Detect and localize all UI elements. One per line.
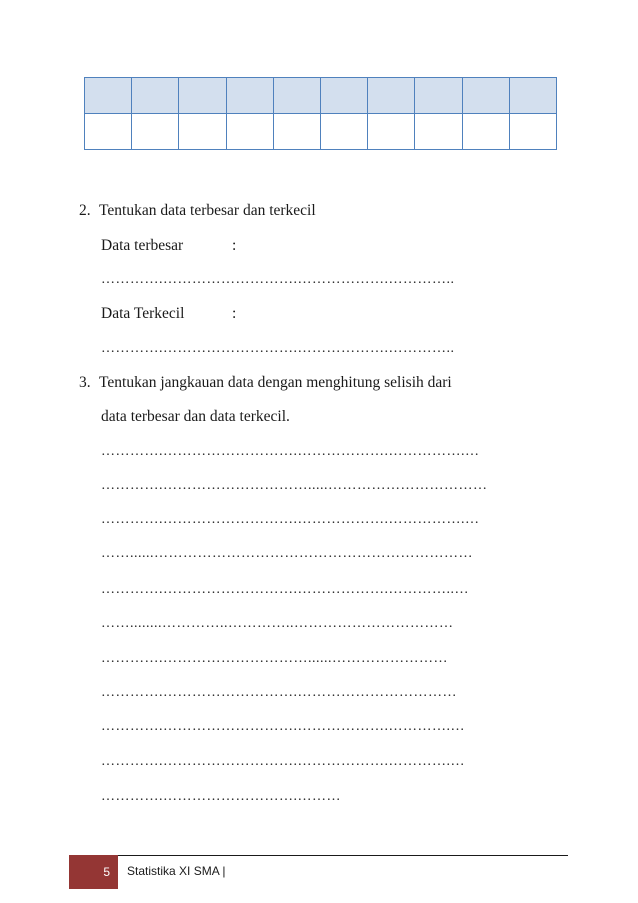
question-number: 2. [79, 202, 91, 219]
question-text: Tentukan jangkauan data dengan menghitung selisih dari [99, 374, 452, 391]
table-cell [85, 114, 132, 150]
answer-line: ………….……………………….……… [101, 789, 341, 804]
answer-line-min: ………….……………………….……………….………….. [101, 341, 455, 356]
answer-line: ………….……………………….……………….…………..… [101, 582, 469, 597]
question-number: 3. [79, 374, 91, 391]
min-row [101, 304, 236, 324]
table-cell [273, 78, 320, 114]
table-cell [320, 114, 367, 150]
table-cell [179, 114, 226, 150]
answer-line: ………….………………………….....…………………………… [101, 478, 488, 493]
colon: : [232, 305, 237, 322]
table-cell [273, 114, 320, 150]
table-row [85, 114, 557, 150]
table-cell [368, 78, 415, 114]
table-cell [132, 78, 179, 114]
footer-divider [69, 855, 568, 856]
data-table [84, 77, 557, 150]
min-label: Data Terkecil [101, 305, 185, 322]
table-cell [368, 114, 415, 150]
table-cell [415, 78, 462, 114]
answer-line: ………….…………………………......…………………… [101, 651, 448, 666]
max-row [101, 236, 236, 256]
answer-line: ………….……………………….……………….…………….… [101, 444, 480, 459]
table-cell [85, 78, 132, 114]
page-number: 5 [103, 865, 110, 879]
answer-line: ………….……………………….……………….………….… [101, 719, 465, 734]
table-cell [226, 114, 273, 150]
table-cell [320, 78, 367, 114]
page-number-badge [69, 855, 118, 889]
answer-line-max: ………….……………………….……………….………….. [101, 272, 455, 287]
footer-title: Statistika XI SMA | [127, 864, 226, 878]
answer-line: ………….……………………….…………………………… [101, 685, 457, 700]
table-cell [462, 114, 509, 150]
question-text: Tentukan data terbesar dan terkecil [99, 202, 316, 219]
answer-line: ………….……………………….……………….………….… [101, 754, 465, 769]
answer-line: ………….……………………….……………….…………….… [101, 512, 480, 527]
answer-line: ……......………………………………………………………… [101, 546, 473, 561]
table-cell [179, 78, 226, 114]
question-3 [79, 373, 452, 393]
colon: : [232, 237, 237, 254]
table-cell [509, 78, 556, 114]
table-cell [509, 114, 556, 150]
table-header-row [85, 78, 557, 114]
table-cell [132, 114, 179, 150]
question-text-continued: data terbesar dan data terkecil. [101, 408, 290, 425]
max-label: Data terbesar [101, 237, 184, 254]
table-cell [226, 78, 273, 114]
question-2 [79, 201, 316, 221]
table-cell [462, 78, 509, 114]
table-cell [415, 114, 462, 150]
answer-line: ……........…………..…………..…………………………… [101, 616, 454, 631]
